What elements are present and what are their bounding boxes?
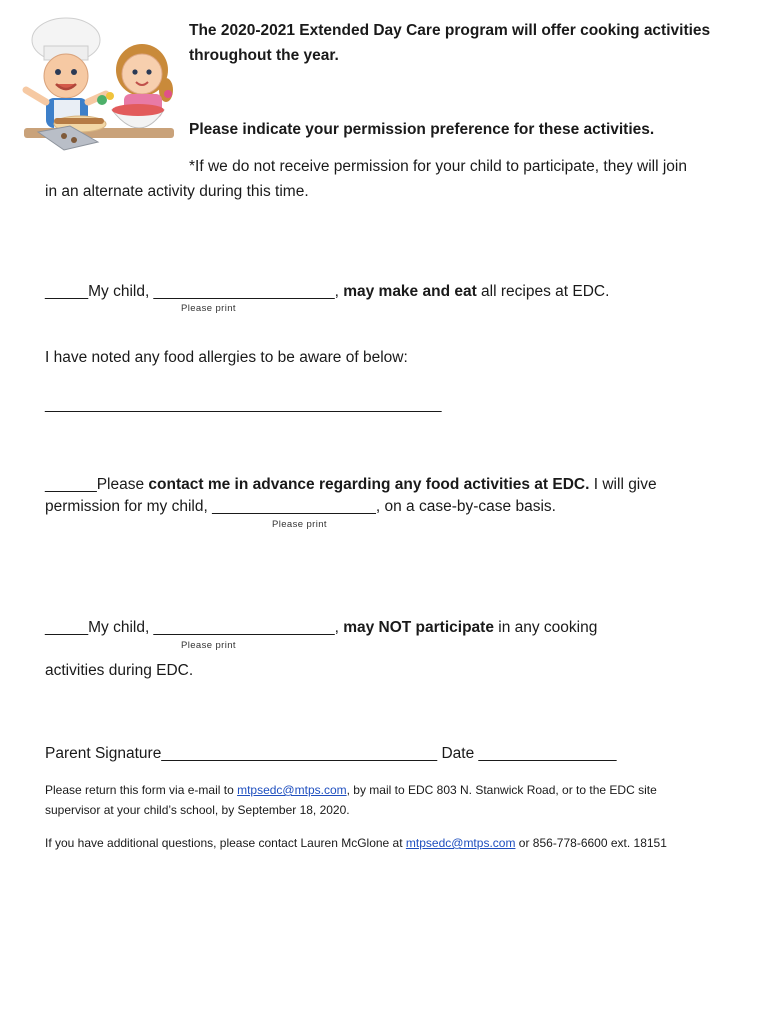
return-email-link[interactable]: mtpsedc@mtps.com [237, 783, 347, 797]
intro-title-line1: The 2020-2021 Extended Day Care program will offer cooking activities [189, 22, 711, 39]
intro-title-line2: throughout the year. [189, 47, 339, 64]
contact-email-link[interactable]: mtpsedc@mtps.com [405, 836, 516, 850]
option1-prefix: _____My child, _____________________, [45, 283, 344, 300]
option1-suffix: all recipes at EDC. [476, 283, 610, 300]
parent-signature-date-line[interactable]: Parent Signature________________________________ Date ________________ [45, 745, 617, 762]
return-post: , by mail to EDC 803 N. Stanwick Road, or to the EDC site [346, 783, 657, 797]
contact-line [45, 834, 667, 852]
permission-instruction: Please indicate your permission preference for these activities. [189, 121, 655, 138]
permission-note-line1: *If we do not receive permission for your child to participate, they will join [189, 158, 687, 175]
kids-cooking-clipart [14, 10, 182, 160]
option1-bold: may make and eat [343, 283, 477, 300]
option2-print-hint: Please print [272, 519, 327, 530]
option-make-and-eat[interactable] [45, 281, 609, 303]
option3-bold: may NOT participate [343, 619, 494, 636]
option1-print-hint: Please print [181, 303, 236, 314]
contact-pre: If you have additional questions, please contact Lauren McGlone at [45, 836, 406, 850]
option2-bold: contact me in advance regarding any food activities at EDC. [148, 476, 590, 493]
return-instructions-line2: supervisor at your child’s school, by September 18, 2020. [45, 803, 350, 817]
option3-print-hint: Please print [181, 640, 236, 651]
option2-prefix: ______Please [45, 476, 149, 493]
option3-line2: activities during EDC. [45, 662, 194, 679]
return-pre: Please return this form via e-mail to [45, 783, 238, 797]
allergies-input-line[interactable]: ______________________________________________ [45, 396, 442, 413]
option2-suffix: I will give [589, 476, 657, 493]
option3-prefix: _____My child, _____________________, [45, 619, 344, 636]
contact-post: or 856-778-6600 ext. 18151 [515, 836, 667, 850]
allergies-label: I have noted any food allergies to be aware of below: [45, 349, 408, 366]
option2-line2[interactable]: permission for my child, ___________________, on a case-by-case basis. [45, 498, 556, 515]
return-instructions-line1 [45, 781, 657, 799]
option-contact-in-advance[interactable] [45, 474, 657, 496]
option3-suffix: in any cooking [493, 619, 598, 636]
permission-note-line2: in an alternate activity during this time. [45, 183, 309, 200]
option-not-participate[interactable] [45, 617, 597, 639]
